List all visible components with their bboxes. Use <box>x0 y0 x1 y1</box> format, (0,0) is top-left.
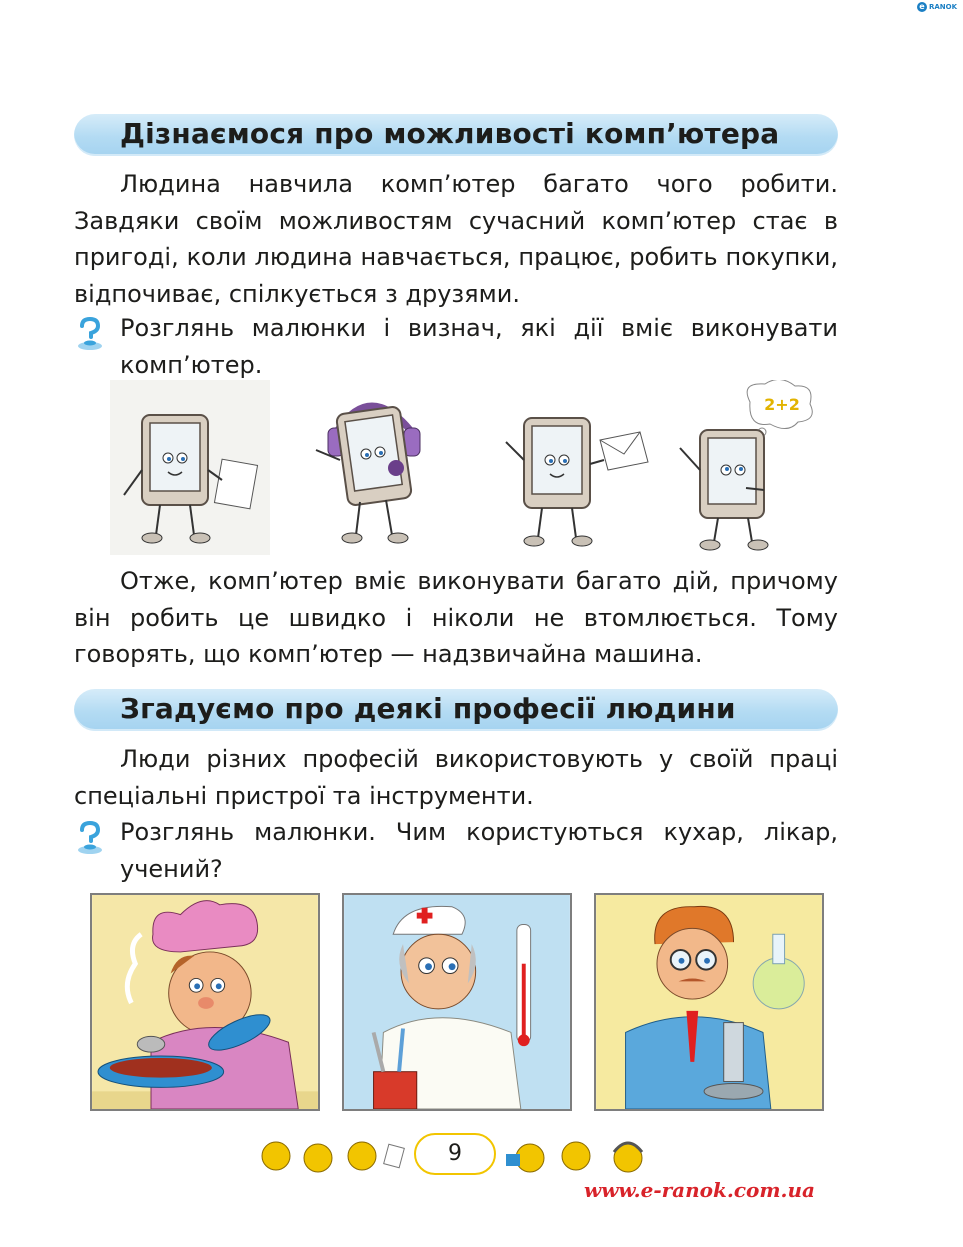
computer-actions-figure <box>110 380 830 555</box>
cook-illustration <box>90 893 320 1111</box>
task-text: Розглянь малюнки і визнач, які дії вміє виконувати комп’ютер. <box>120 314 838 379</box>
publisher-logo: e RANOK <box>911 2 957 16</box>
scientist-illustration <box>594 893 824 1111</box>
thought-bubble-text: 2+2 <box>764 395 800 414</box>
intro-paragraph: Людина навчила комп’ютер багато чого робити. Завдяки своїм можливостям сучасний комп’ютер стає в пригоді, коли людина навчається, працює, робить покупки, відпочиває, спілкується з друзями. <box>74 170 838 308</box>
conclusion-paragraph: Отже, комп’ютер вміє виконувати багато дій, причому він робить це швидко і ніколи не втомлюється. Тому говорять, що комп’ютер — надзвичайна машина. <box>74 567 838 668</box>
robot-tablet-icon <box>490 380 650 555</box>
section-title: Згадуємо про деякі професії людини <box>120 692 736 725</box>
task-block <box>74 814 838 887</box>
robot-tablet-icon <box>300 380 460 555</box>
question-icon <box>74 820 106 856</box>
robot-tablet-icon <box>110 380 270 555</box>
question-icon <box>74 316 106 352</box>
page-number: 9 <box>414 1133 496 1175</box>
professions-paragraph: Люди різних професій використовують у своїй праці спеціальні пристрої та інструменти. <box>74 745 838 810</box>
doctor-illustration <box>342 893 572 1111</box>
publisher-url[interactable]: www.e-ranok.com.ua <box>584 1178 815 1202</box>
task-text: Розглянь малюнки. Чим користуються кухар, лікар, учений? <box>120 818 838 883</box>
section-title: Дізнаємося про можливості комп’ютера <box>120 117 780 150</box>
task-block <box>74 310 838 383</box>
professions-figure <box>90 893 836 1113</box>
robot-tablet-icon <box>670 380 830 555</box>
